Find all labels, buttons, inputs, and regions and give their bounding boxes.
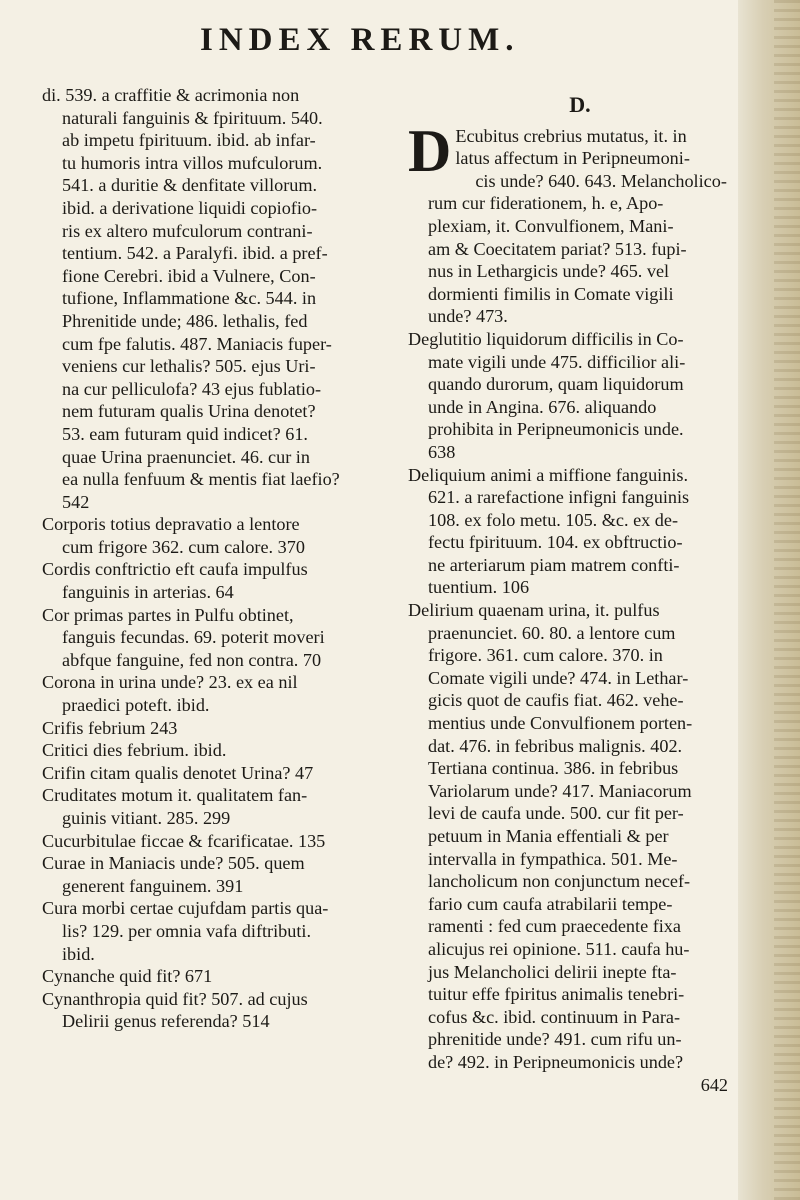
index-line: phrenitide unde? 491. cum rifu un- [428,1029,682,1050]
index-line: frigore. 361. cum calore. 370. in [428,645,663,666]
index-line: cis unde? 640. 643. Melancholico- [475,170,727,191]
index-line: quae Urina praenunciet. 46. cur in [62,446,310,467]
index-line: prohibita in Peripneumonicis unde. [428,419,684,440]
index-line: Cordis conftrictio eft caufa impulfus [42,559,308,580]
catchword: 642 [700,1074,728,1095]
index-line: rum cur fiderationem, h. e, Apo- [428,193,664,214]
index-line: Crifin citam qualis denotet Urina? 47 [42,762,314,783]
index-line: tuitur effe fpiritus animalis tenebri- [428,984,685,1005]
index-line: Phrenitide unde; 486. lethalis, fed [62,310,308,331]
index-line: Delirium quaenam urina, it. pulfus [408,600,660,621]
index-line: nem futuram qualis Urina denotet? [62,401,316,422]
index-line: tu humoris intra villos mufculorum. [62,152,323,173]
index-line: de? 492. in Peripneumonicis unde? [428,1051,684,1072]
index-line: Variolarum unde? 417. Maniacorum [428,780,692,801]
index-line: ibid. [62,943,95,964]
index-line: Cynanthropia quid fit? 507. ad cujus [42,988,308,1009]
index-line: latus affectum in Peripneumoni- [455,148,690,169]
index-line: lis? 129. per omnia vafa diftributi. [62,920,312,941]
index-line: cofus &c. ibid. continuum in Para- [428,1006,681,1027]
index-line: fario cum caufa atrabilarii tempe- [428,893,673,914]
index-line: Cruditates motum it. qualitatem fan- [42,785,308,806]
index-line: guinis vitiant. 285. 299 [62,808,231,828]
index-line: dormienti fimilis in Comate vigili [428,283,674,304]
index-line: cum fpe falutis. 487. Maniacis fuper- [62,333,332,354]
index-line: Delirii genus referenda? 514 [62,1011,270,1032]
index-line: 638 [428,441,456,462]
index-line: generent fanguinem. 391 [62,875,244,896]
right-column [408,84,752,1096]
index-line: di. 539. a craffitie & acrimonia non [42,85,300,105]
index-line: Deliquium animi a miffione fanguinis. [408,464,689,485]
section-letter: D. [569,92,591,117]
index-line: ea nulla fenfuum & mentis fiat laefio? [62,469,340,490]
index-line: ne arteriarum piam matrem confti- [428,554,680,575]
index-line: 621. a rarefactione infigni fanguinis [428,487,690,508]
index-line: mentius unde Convulfionem porten- [428,713,693,734]
index-line: Curae in Maniacis unde? 505. quem [42,853,305,874]
index-line: Corporis totius depravatio a lentore [42,514,300,535]
index-line: Cura morbi certae cujufdam partis qua- [42,898,329,919]
index-line: na cur pelliculofa? 43 ejus fublatio- [62,378,322,399]
index-line: praenunciet. 60. 80. a lentore cum [428,622,676,643]
index-line: intervalla in fympathica. 501. Me- [428,848,678,869]
index-line: nus in Lethargicis unde? 465. vel [428,261,670,282]
index-line: Deglutitio liquidorum difficilis in Co- [408,328,684,349]
index-line: mate vigili unde 475. difficilior ali- [428,351,686,372]
index-line: naturali fanguinis & fpirituum. 540. [62,107,323,128]
index-line: ab impetu fpirituum. ibid. ab infar- [62,130,316,151]
index-line: Comate vigili unde? 474. in Lethar- [428,667,689,688]
index-line: lancholicum non conjunctum necef- [428,871,691,892]
left-entry-lines [42,84,388,1033]
index-line: fanguinis in arterias. 64 [62,582,234,603]
index-line: fanguis fecundas. 69. poterit moveri [62,627,325,648]
index-line: tufione, Inflammatione &c. 544. in [62,288,317,309]
drop-capital: D [408,117,452,184]
index-line: Cynanche quid fit? 671 [42,966,213,987]
index-line: ramenti : fed cum praecedente fixa [428,916,681,937]
index-line: tentium. 542. a Paralyfi. ibid. a pref- [62,243,328,264]
index-line: Cucurbitulae ficcae & fcarificatae. 135 [42,830,326,851]
index-line: fione Cerebri. ibid a Vulnere, Con- [62,265,316,286]
index-line: quando durorum, quam liquidorum [428,374,684,395]
index-line: Cor primas partes in Pulfu obtinet, [42,604,294,625]
index-line: jus Melancholici delirii inepte fta- [428,961,677,982]
index-line: Tertiana continua. 386. in febribus [428,758,679,779]
index-line: gicis quot de caufis fiat. 462. vehe- [428,690,684,711]
left-column [42,84,388,1033]
index-line: 542 [62,491,90,512]
index-line: abfque fanguine, fed non contra. 70 [62,649,322,670]
index-line: fectu fpirituum. 104. ex obftructio- [428,532,683,553]
index-line: unde? 473. [428,306,508,327]
index-line: 108. ex folo metu. 105. &c. ex de- [428,509,679,530]
index-line: am & Coecitatem pariat? 513. fupi- [428,238,687,259]
right-entry-lines [408,170,752,1074]
index-line: veniens cur lethalis? 505. ejus Uri- [62,356,316,377]
page-edge-texture [774,0,800,1200]
index-line: Corona in urina unde? 23. ex ea nil [42,672,298,693]
running-head: INDEX RERUM. [200,22,520,58]
index-line: alicujus rei opinione. 511. caufa hu- [428,938,690,959]
index-line: tuentium. 106 [428,577,530,598]
index-line: 541. a duritie & denfitate villorum. [62,175,318,196]
index-line: ris ex altero mufculorum contrani- [62,220,313,241]
index-line: 53. eam futuram quid indicet? 61. [62,423,308,444]
index-line: Crifis febrium 243 [42,717,178,738]
index-line: Critici dies febrium. ibid. [42,740,227,761]
index-line: Ecubitus crebrius mutatus, it. in [455,125,687,146]
index-line: praedici poteft. ibid. [62,695,210,716]
index-line: dat. 476. in febribus malignis. 402. [428,735,683,756]
index-line: petuum in Mania effentiali & per [428,826,669,846]
index-line: plexiam, it. Convulfionem, Mani- [428,215,674,236]
index-line: cum frigore 362. cum calore. 370 [62,536,305,557]
dropcap-lines [408,125,752,170]
index-line: unde in Angina. 676. aliquando [428,396,657,417]
index-line: levi de caufa unde. 500. cur fit per- [428,803,684,824]
index-line: ibid. a derivatione liquidi copiofio- [62,197,318,218]
